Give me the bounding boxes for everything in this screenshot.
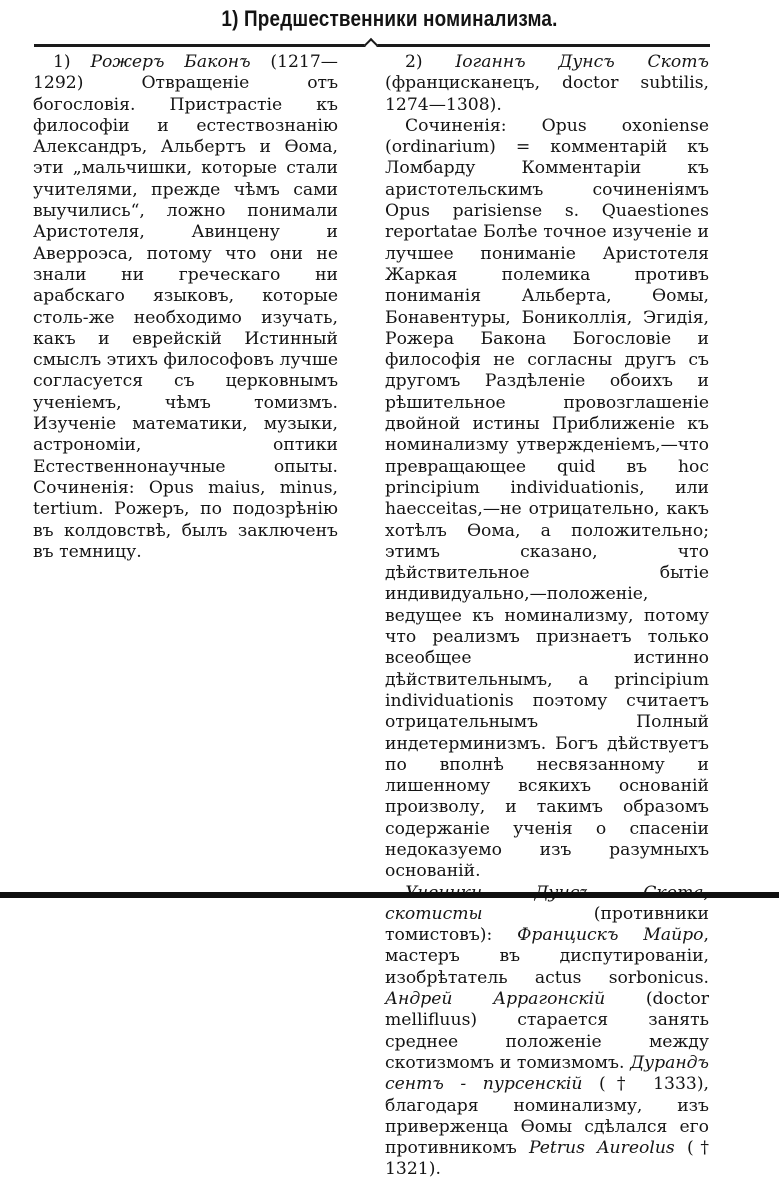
student-text: († 1333), благодаря номинализму, изъ приверженца Ѳомы сдѣлался его противникомъ [385,1074,709,1159]
entry-duns-scotus-body: Сочиненія: Opus oxoniense (ordinarium) = комментарій къ Ломбарду Комментаріи къ аристотельскимъ сочиненіямъ Opus parisiense s. Quaestiones reportatae Болѣе точное изученіе и лучшее пониманіе Аристотеля Жаркая полемика противъ пониманія Альберта, Ѳомы, Бонавентуры, Бониколлія, Эгидія, Рожера Бакона Богословіе и философія не согласны другъ съ другомъ Раздѣленіе обоихъ и рѣшительное провозглашеніе двойной истины Приближеніе къ номинализму утвержденіемъ,—что превращающее quid въ hoc principium individuationis, или haecceitas,—не отрицательно, какъ хотѣлъ Ѳома, а положительно; этимъ сказано, что дѣйствительное бытіе индивидуально,—положеніе, ведущее къ номинализму, потому что реализмъ признаетъ только всеобщее истинно дѣйствительнымъ, а principium individuationis поэтому считаетъ отрицательнымъ Полный индетерминизмъ. Богъ дѣйствуетъ по вполнѣ несвязанному и лишенному всякихъ основаній произволу, и такимъ образомъ содержаніе ученія о спасеніи недоказуемо изъ разумныхъ основаній. [385,115,709,882]
person-name: Іоганнъ Дунсъ Скотъ [455,52,709,72]
left-column [33,52,338,563]
student-name: Petrus Aureolus [528,1138,675,1159]
student-text: , мастеръ въ диспутированіи, изобрѣтатель actus sorbonicus. [385,925,709,988]
entry-number: 1) [53,52,71,72]
student-text: (doctor mellifluus) старается занять среднее положеніе между скотизмомъ и томизмомъ. [385,989,709,1073]
entry-number: 2) [405,52,423,72]
entry-body: Отвращеніе отъ богословія. Пристрастіе къ философіи и естествознанію Александръ, Альбертъ и Ѳома, эти „мальчишки, которые стали учителями, прежде чѣмъ сами выучились“, ложно понимали Аристотеля, Авинцену и Аверроэса, потому что они не знали ни греческаго ни арабскаго языковъ, которые столь-же необходимо изучать, какъ и еврейскій Истинный смыслъ этихъ философовъ лучше согласуется съ церковнымъ ученіемъ, чѣмъ томизмъ. Изученіе математики, музыки, астрономіи, оптики Естественнонаучные опыты. Сочиненія: Opus maius, minus, tertium. Рожеръ, по подозрѣнію въ колдовствѣ, былъ заключенъ въ темницу. [33,73,338,562]
right-column [385,52,709,1181]
entry-duns-scotus-header [385,52,709,116]
page-bottom-edge [0,892,779,898]
rule-ornament [364,38,378,52]
student-name: Дурандъ сентъ - пурсенскій [385,1052,709,1095]
student-name: Францискъ Майро [517,925,704,946]
entry-dates: (1217—1292) [33,52,338,94]
entry-intro: (францисканецъ, doctor subtilis, 1274—1308). [385,73,709,115]
scotists-heading-suffix: (противники томистовъ): [385,903,709,946]
student-name: Андрей Аррагонскій [385,989,606,1010]
entry-scotists [385,883,709,1181]
student-text: († 1321). [385,1138,709,1180]
page-title: 1) Предшественники номинализма. [221,6,558,31]
scotists-heading: скотисты [385,903,483,924]
person-name: Рожеръ Баконъ [90,52,251,72]
entry-roger-bacon [33,52,338,563]
